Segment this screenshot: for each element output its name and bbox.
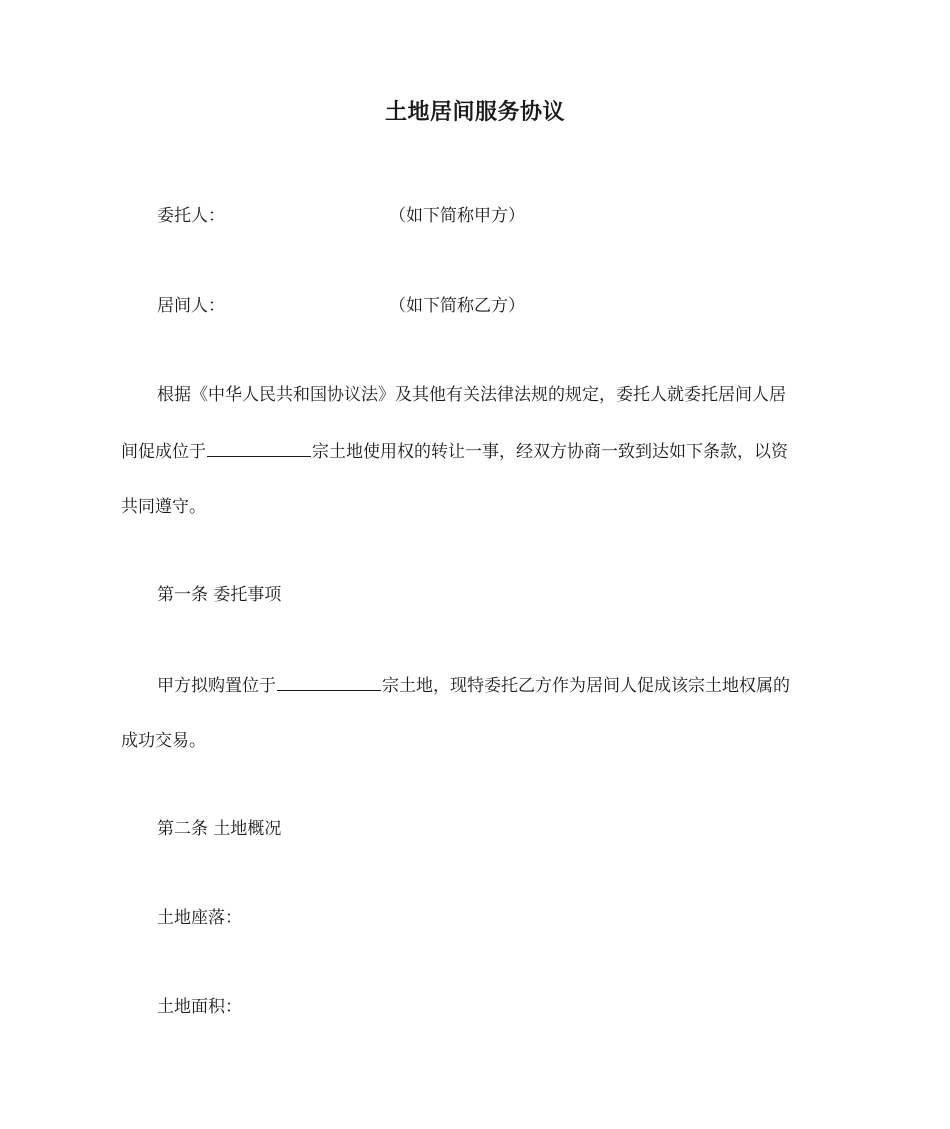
preamble-line-2 <box>121 438 841 465</box>
client-line <box>121 203 877 229</box>
article-1-line-1-pre: 甲方拟购置位于 <box>157 676 276 696</box>
land-location-blank <box>277 672 381 691</box>
preamble-line-1: 根据《中华人民共和国协议法》及其他有关法律法规的规定，委托人就委托居间人居 <box>157 385 786 405</box>
parcel-location-blank <box>207 438 311 457</box>
agent-line <box>121 293 877 319</box>
article-1-line-2: 成功交易。 <box>121 731 206 751</box>
article-1-heading: 第一条 委托事项 <box>157 585 282 605</box>
preamble-line-2-pre: 间促成位于 <box>121 442 206 462</box>
client-note: （如下简称甲方） <box>389 206 525 226</box>
land-location-label: 土地座落： <box>157 908 242 928</box>
article-1-line-1-post: 宗土地，现特委托乙方作为居间人促成该宗土地权属的 <box>382 676 790 696</box>
agent-label: 居间人： <box>157 296 225 316</box>
article-1-line-1 <box>121 672 877 699</box>
client-label: 委托人： <box>157 206 225 226</box>
agent-note: （如下简称乙方） <box>389 296 525 316</box>
preamble-line-2-post: 宗土地使用权的转让一事，经双方协商一致到达如下条款，以资 <box>312 442 788 462</box>
preamble-line-3: 共同遵守。 <box>121 497 206 517</box>
land-area-label: 土地面积： <box>157 997 242 1017</box>
document-title: 土地居间服务协议 <box>384 100 565 125</box>
article-2-heading: 第二条 土地概况 <box>157 819 282 839</box>
